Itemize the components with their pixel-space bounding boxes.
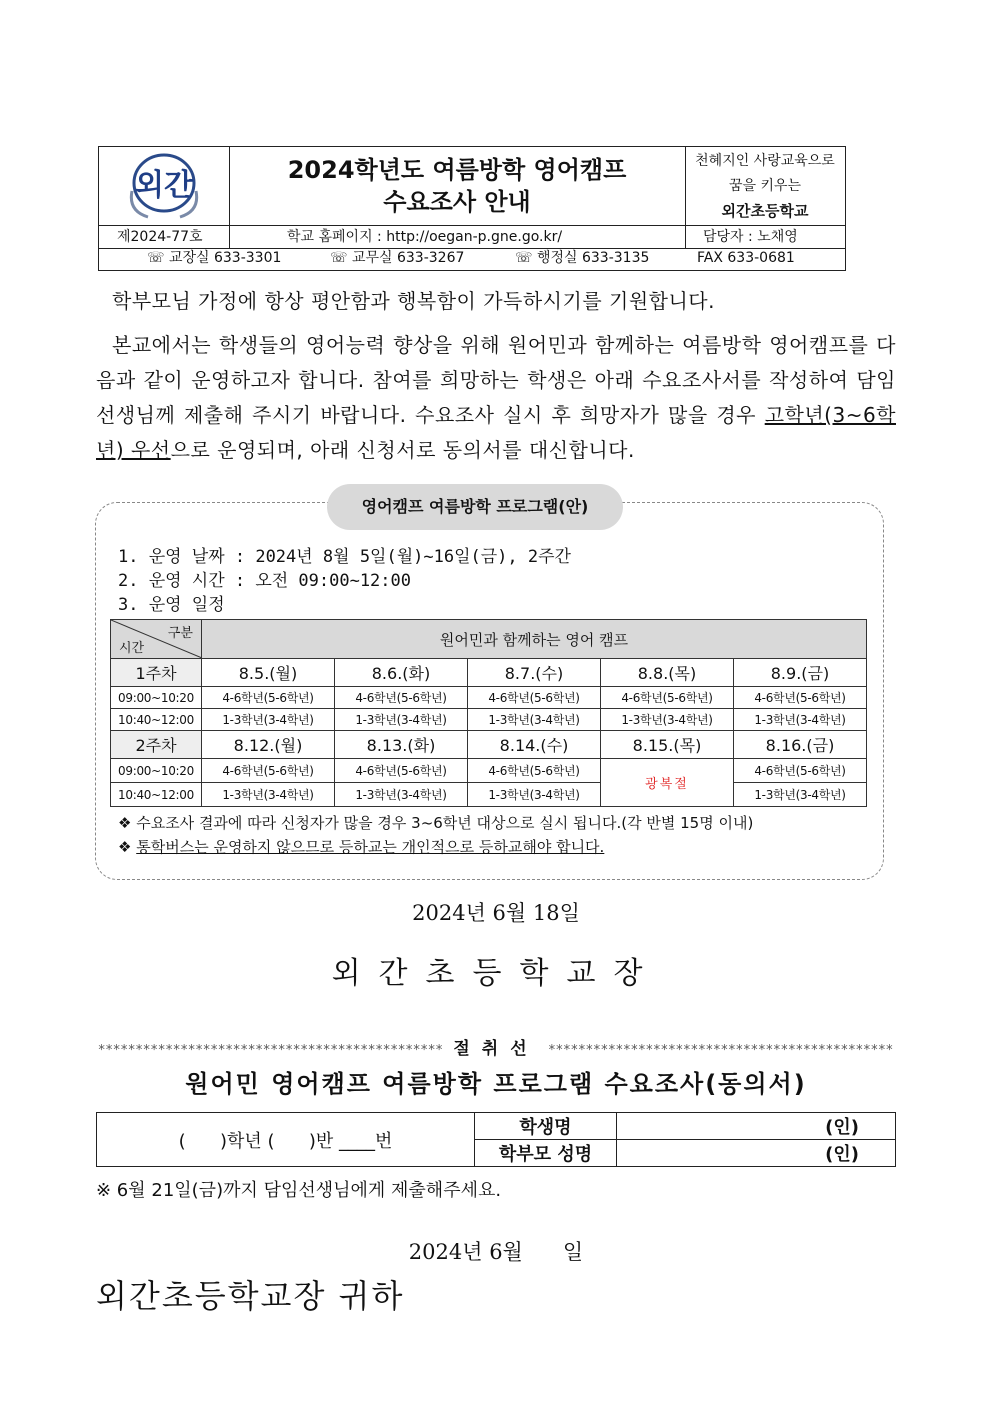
student-name-field[interactable]: (인) — [617, 1113, 896, 1140]
motto-line1: 천혜지인 사랑교육으로 — [695, 153, 835, 169]
parent-name-field[interactable]: (인) — [617, 1140, 896, 1167]
slot-cell: 1-3학년(3-4학년) — [202, 783, 335, 807]
priority-note: 고학년(3~6학년) 우선 — [96, 403, 896, 462]
program-notes — [118, 811, 753, 859]
slot-cell: 1-3학년(3-4학년) — [468, 709, 601, 731]
week2-day: 8.16.(금) — [734, 731, 867, 759]
homepage-url[interactable]: 학교 홈페이지 : http://oegan-p.gne.go.kr/ — [287, 229, 563, 245]
form-date: 2024년 6월 일 — [408, 1240, 584, 1264]
title-line1: 2024학년도 여름방학 영어캠프 — [287, 156, 627, 184]
slot-cell: 4-6학년(5-6학년) — [335, 759, 468, 783]
fax-number: FAX 633-0681 — [697, 250, 795, 266]
slot-cell: 4-6학년(5-6학년) — [202, 759, 335, 783]
slot-cell: 4-6학년(5-6학년) — [335, 687, 468, 709]
program-title: 영어캠프 여름방학 프로그램(안) — [327, 484, 623, 530]
week1-label: 1주차 — [111, 659, 202, 687]
cut-line: ********************************************** 절취선 ********************************************** — [98, 1039, 894, 1059]
week2-day: 8.13.(화) — [335, 731, 468, 759]
slot-cell: 4-6학년(5-6학년) — [734, 687, 867, 709]
doc-number: 제2024-77호 — [117, 229, 203, 245]
phone-row — [99, 247, 845, 270]
intro-body: 본교에서는 학생들의 영어능력 향상을 위해 원어민과 함께하는 여름방학 영어캠프를 다음과 같이 운영하고자 합니다. 참여를 희망하는 학생은 아래 수요조사서를 작성하여 담임선생님께 제출해 주시기 바랍니다. 수요조사 실시 후 희망자가 많을 경우 고학년(3~6학년) 우선으로 운영되며, 아래 신청서로 동의서를 대신합니다. — [96, 333, 896, 462]
week2-day: 8.15.(목) — [601, 731, 734, 759]
motto-line3: 외간초등학교 — [721, 202, 809, 220]
table-header: 원어민과 함께하는 영어 캠프 — [202, 620, 867, 659]
info-row — [99, 225, 845, 249]
program-item-schedule: 3. 운영 일정 — [118, 595, 225, 615]
slot-cell: 1-3학년(3-4학년) — [335, 783, 468, 807]
slot-cell: 4-6학년(5-6학년) — [601, 687, 734, 709]
letterhead — [98, 146, 846, 271]
week1-day: 8.9.(금) — [734, 659, 867, 687]
principal-signature: 외간초등학교장 — [331, 956, 661, 991]
slot-cell: 4-6학년(5-6학년) — [468, 687, 601, 709]
slot-cell: 1-3학년(3-4학년) — [734, 709, 867, 731]
slot-cell: 1-3학년(3-4학년) — [202, 709, 335, 731]
slot-cell: 1-3학년(3-4학년) — [601, 709, 734, 731]
program-item-date: 1. 운영 날짜 : 2024년 8월 5일(월)~16일(금), 2주간 — [118, 547, 571, 567]
time-slot: 10:40~12:00 — [111, 783, 202, 807]
time-slot: 10:40~12:00 — [111, 709, 202, 731]
slot-cell: 4-6학년(5-6학년) — [202, 687, 335, 709]
slot-cell: 1-3학년(3-4학년) — [734, 783, 867, 807]
time-slot: 09:00~10:20 — [111, 687, 202, 709]
slot-cell: 4-6학년(5-6학년) — [734, 759, 867, 783]
schedule-table — [110, 619, 867, 807]
note-capacity: ❖ 수요조사 결과에 따라 신청자가 많을 경우 3~6학년 대상으로 실시 됩니다.(각 반별 15명 이내) — [118, 814, 754, 832]
note-bus — [118, 835, 753, 859]
parent-name-label: 학부모 성명 — [475, 1140, 617, 1167]
note-bullet: ❖ — [118, 838, 132, 856]
week1-day: 8.6.(화) — [335, 659, 468, 687]
school-logo — [99, 147, 230, 225]
time-slot: 09:00~10:20 — [111, 759, 202, 783]
corner-cell: 구분 시간 — [111, 620, 202, 659]
week1-day: 8.7.(수) — [468, 659, 601, 687]
cut-line-label: 절취선 — [453, 1039, 539, 1059]
week2-day: 8.14.(수) — [468, 731, 601, 759]
week1-day: 8.5.(월) — [202, 659, 335, 687]
phone-admin: ☏ 행정실 633-3135 — [515, 250, 650, 266]
slot-cell: 1-3학년(3-4학년) — [468, 783, 601, 807]
consent-form — [96, 1112, 896, 1167]
phone-principal: ☏ 교장실 633-3301 — [147, 250, 282, 266]
slot-cell: 1-3학년(3-4학년) — [335, 709, 468, 731]
note-bus-text: 통학버스는 운영하지 않으므로 등하교는 개인적으로 등하교해야 합니다. — [136, 838, 605, 856]
class-info-field[interactable]: ( )학년 ( )반 ____번 — [97, 1113, 475, 1167]
logo-text: 외간 — [135, 168, 193, 203]
student-name-label: 학생명 — [475, 1113, 617, 1140]
phone-teachers: ☏ 교무실 633-3267 — [330, 250, 465, 266]
addressee: 외간초등학교장 귀하 — [96, 1277, 405, 1315]
holiday-cell: 광복절 — [601, 759, 734, 807]
contact-person: 담당자 : 노채영 — [703, 229, 798, 245]
program-items — [118, 545, 571, 617]
slot-cell: 4-6학년(5-6학년) — [468, 759, 601, 783]
week1-day: 8.8.(목) — [601, 659, 734, 687]
submit-deadline: ※ 6월 21일(금)까지 담임선생님에게 제출해주세요. — [96, 1180, 502, 1201]
school-motto — [685, 147, 845, 225]
issue-date: 2024년 6월 18일 — [412, 901, 580, 925]
week2-day: 8.12.(월) — [202, 731, 335, 759]
program-item-time: 2. 운영 시간 : 오전 09:00~12:00 — [118, 571, 411, 591]
form-title: 원어민 영어캠프 여름방학 프로그램 수요조사(동의서) — [185, 1070, 807, 1098]
document-title — [229, 147, 686, 225]
week2-label: 2주차 — [111, 731, 202, 759]
title-line2: 수요조사 안내 — [383, 188, 531, 216]
greeting: 학부모님 가정에 항상 평안함과 행복함이 가득하시기를 기원합니다. — [112, 289, 715, 313]
motto-line2: 꿈을 키우는 — [728, 178, 802, 194]
